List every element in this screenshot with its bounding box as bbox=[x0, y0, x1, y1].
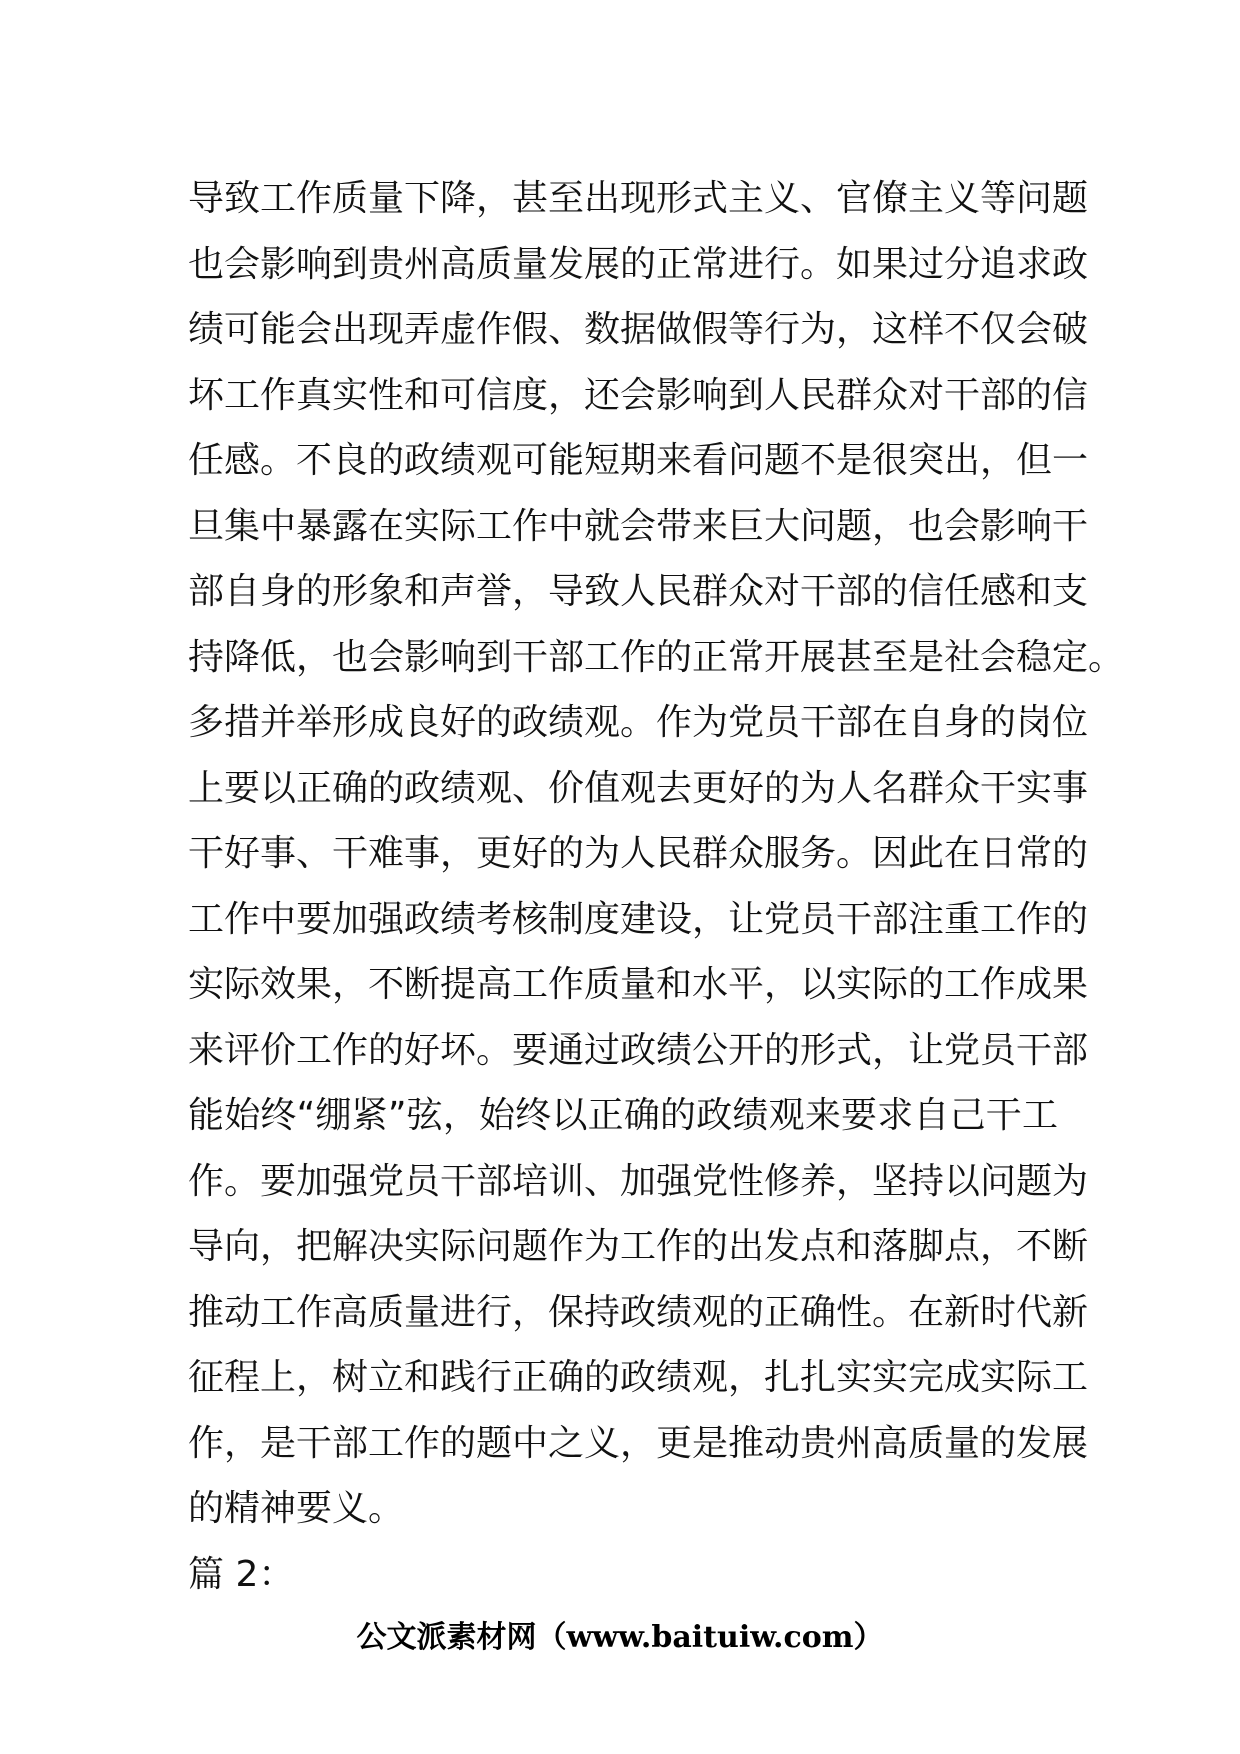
body-line: 绩可能会出现弄虚作假、数据做假等行为，这样不仅会破 bbox=[188, 309, 1089, 350]
body-line: 导向，把解决实际问题作为工作的出发点和落脚点，不断 bbox=[188, 1226, 1089, 1267]
footer-watermark: 公文派素材网（www.baituiw.com） bbox=[356, 1620, 884, 1655]
body-line: 征程上，树立和践行正确的政绩观，扎扎实实完成实际工 bbox=[188, 1357, 1089, 1398]
section-label: 篇 2： bbox=[188, 1553, 295, 1595]
body-line: 来评价工作的好坏。要通过政绩公开的形式，让党员干部 bbox=[188, 1029, 1089, 1071]
body-line: 工作中要加强政绩考核制度建设，让党员干部注重工作的 bbox=[188, 898, 1089, 940]
body-line: 坏工作真实性和可信度，还会影响到人民群众对干部的信 bbox=[188, 374, 1089, 416]
body-line: 上要以正确的政绩观、价值观去更好的为人名群众干实事 bbox=[188, 767, 1089, 809]
body-line: 部自身的形象和声誉，导致人民群众对干部的信任感和支 bbox=[188, 571, 1089, 612]
body-line: 作。要加强党员干部培训、加强党性修养，坚持以问题为 bbox=[188, 1160, 1089, 1202]
body-text bbox=[188, 166, 1125, 1607]
body-line: 旦集中暴露在实际工作中就会带来巨大问题，也会影响干 bbox=[188, 505, 1089, 547]
body-line: 的精神要义。 bbox=[188, 1488, 405, 1529]
body-line: 作，是干部工作的题中之义，更是推动贵州高质量的发展 bbox=[188, 1422, 1089, 1464]
body-line: 推动工作高质量进行，保持政绩观的正确性。在新时代新 bbox=[188, 1291, 1089, 1333]
body-line: 任感。不良的政绩观可能短期来看问题不是很突出，但一 bbox=[188, 440, 1089, 481]
body-line: 导致工作质量下降，甚至出现形式主义、官僚主义等问题 bbox=[188, 178, 1089, 219]
body-line: 干好事、干难事，更好的为人民群众服务。因此在日常的 bbox=[188, 833, 1089, 874]
body-line: 持降低，也会影响到干部工作的正常开展甚至是社会稳定。 bbox=[188, 636, 1125, 678]
body-line: 也会影响到贵州高质量发展的正常进行。如果过分追求政 bbox=[188, 243, 1089, 285]
body-line: 实际效果，不断提高工作质量和水平，以实际的工作成果 bbox=[188, 964, 1089, 1005]
body-line: 多措并举形成良好的政绩观。作为党员干部在自身的岗位 bbox=[188, 702, 1089, 743]
body-line: 能始终“绷紧”弦，始终以正确的政绩观来要求自己干工 bbox=[188, 1095, 1058, 1136]
